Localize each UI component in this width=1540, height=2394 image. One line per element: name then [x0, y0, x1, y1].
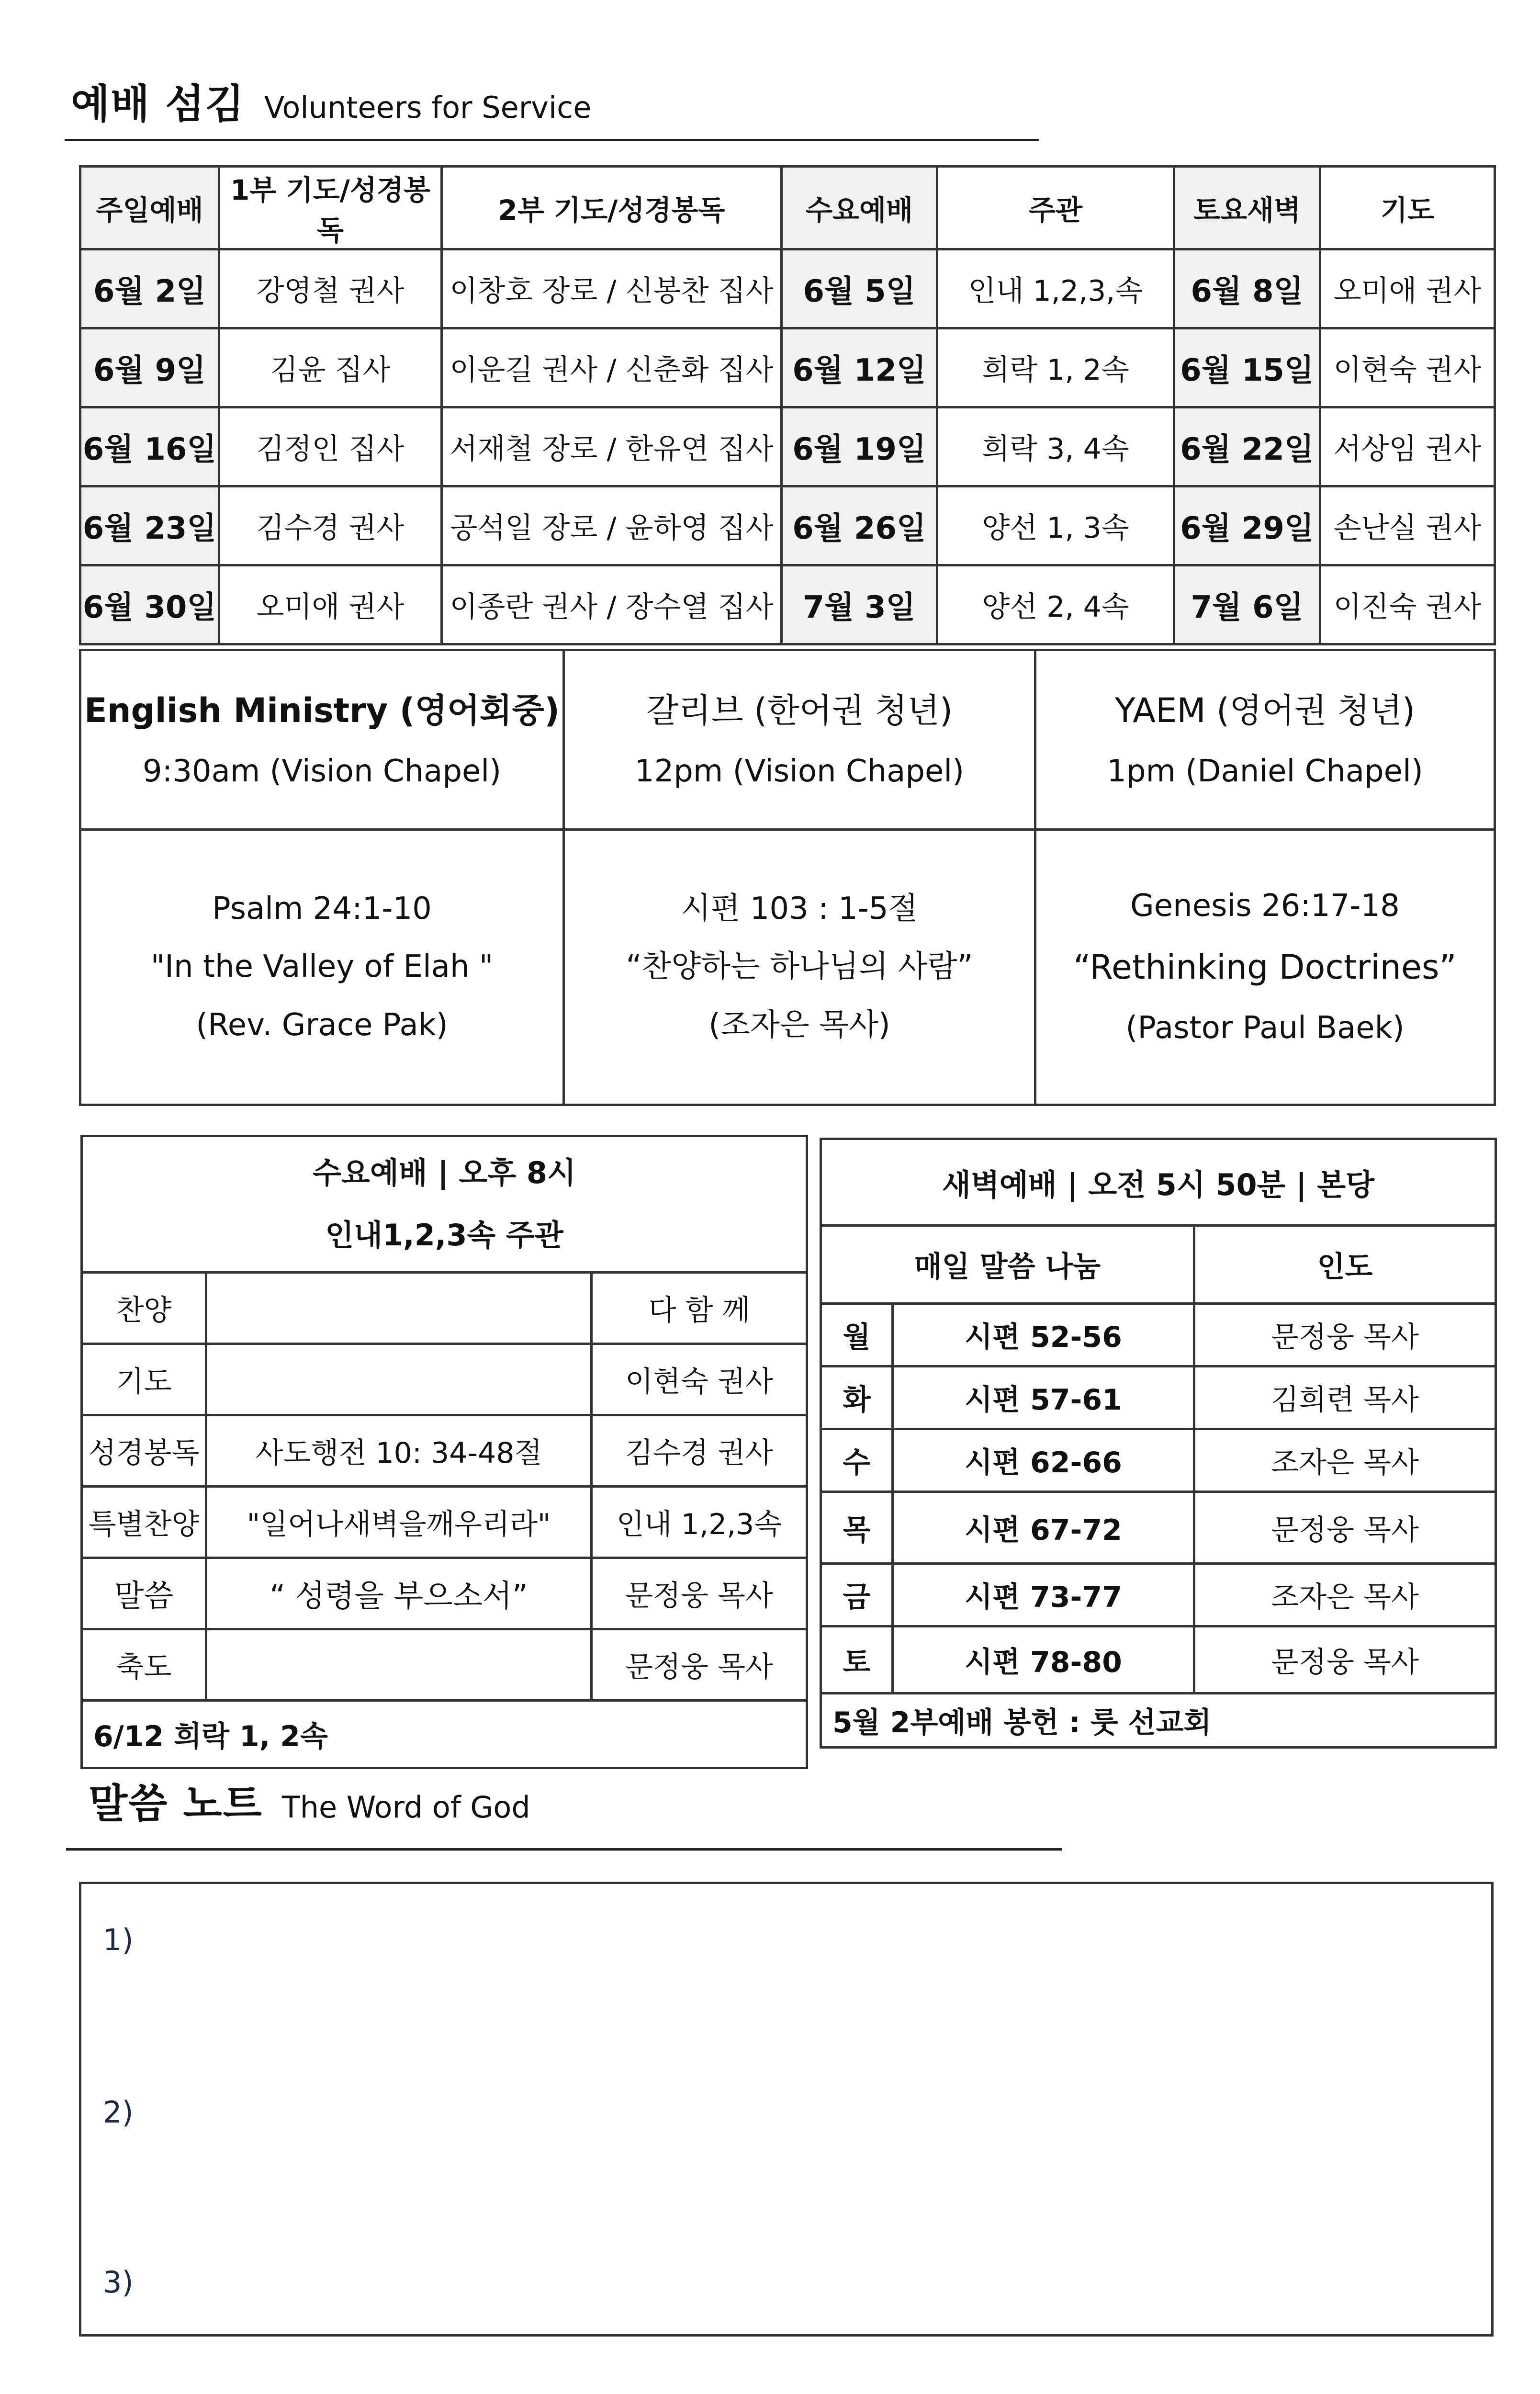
- wednesday-service-table: [80, 1135, 808, 1769]
- table-row: [821, 1366, 1496, 1429]
- wednesday-subtitle: 인내1,2,3속 주관: [325, 1218, 563, 1253]
- wednesday-date: 6월 5일: [782, 249, 937, 328]
- note-item-2: 2): [103, 2095, 134, 2130]
- header-host: 주관: [937, 167, 1174, 249]
- host-group: 인내 1,2,3,속: [937, 249, 1174, 328]
- dawn-leader: 문정웅 목사: [1194, 1492, 1496, 1564]
- order-label: 특별찬양: [82, 1487, 206, 1558]
- day-label: 월: [821, 1304, 893, 1366]
- notes-title-ko: 말씀 노트: [89, 1780, 263, 1827]
- volunteers-table: [79, 165, 1496, 645]
- second-service-volunteers: 이운길 권사 / 신춘화 집사: [442, 328, 782, 407]
- header-prayer: 기도: [1320, 167, 1495, 249]
- dawn-footer-row: [821, 1694, 1496, 1748]
- host-group: 양선 2, 4속: [937, 565, 1174, 644]
- dawn-leader: 문정웅 목사: [1194, 1304, 1496, 1366]
- table-row: [80, 249, 1495, 328]
- daily-reading: 시편 52-56: [893, 1304, 1194, 1366]
- sermon-title: "In the Valley of Elah ": [150, 949, 494, 985]
- sermon-title: “Rethinking Doctrines”: [1073, 947, 1457, 987]
- header-second-service: 2부 기도/성경봉독: [442, 167, 782, 249]
- header-first-service: 1부 기도/성경봉독: [219, 167, 442, 249]
- table-row: [80, 328, 1495, 407]
- second-service-volunteers: 이창호 장로 / 신봉찬 집사: [442, 249, 782, 328]
- wednesday-date: 7월 3일: [782, 565, 937, 644]
- dawn-col-reading: 매일 말씀 나눔: [821, 1226, 1194, 1304]
- dawn-footer: 5월 2부예배 봉헌 : 룻 선교회: [821, 1694, 1496, 1748]
- ministry-yaem-sermon: [1035, 830, 1495, 1105]
- order-person: 다 함 께: [592, 1273, 807, 1344]
- ministry-yaem: [1035, 650, 1495, 830]
- notes-heading: [89, 1772, 530, 1829]
- wednesday-date: 6월 19일: [782, 407, 937, 486]
- sermon-scripture: Psalm 24:1-10: [212, 891, 432, 926]
- order-content: "일어나새벽을깨우리라": [206, 1487, 592, 1558]
- dawn-leader: 문정웅 목사: [1194, 1626, 1496, 1694]
- order-content: [206, 1344, 592, 1415]
- table-row: [821, 1626, 1496, 1694]
- wednesday-date: 6월 26일: [782, 486, 937, 565]
- saturday-date: 6월 29일: [1174, 486, 1320, 565]
- table-row: [82, 1415, 807, 1487]
- ministry-galeeb: [564, 650, 1035, 830]
- volunteers-heading: [71, 72, 591, 130]
- daily-reading: 시편 78-80: [893, 1626, 1194, 1694]
- volunteers-heading-rule: [65, 139, 1039, 141]
- host-group: 양선 1, 3속: [937, 486, 1174, 565]
- table-row: [80, 407, 1495, 486]
- volunteers-header-row: [80, 167, 1495, 249]
- table-row: [80, 565, 1495, 644]
- second-service-volunteers: 서재철 장로 / 한유연 집사: [442, 407, 782, 486]
- order-person: 문정웅 목사: [592, 1629, 807, 1701]
- first-service-volunteer: 오미애 권사: [219, 565, 442, 644]
- sunday-date: 6월 16일: [80, 407, 219, 486]
- dawn-leader: 김희련 목사: [1194, 1366, 1496, 1429]
- table-row: [82, 1558, 807, 1629]
- sermon-speaker: (Pastor Paul Baek): [1125, 1010, 1405, 1046]
- wednesday-date: 6월 12일: [782, 328, 937, 407]
- order-label: 말씀: [82, 1558, 206, 1629]
- second-service-volunteers: 공석일 장로 / 윤하영 집사: [442, 486, 782, 565]
- prayer-volunteer: 이진숙 권사: [1320, 565, 1495, 644]
- volunteers-title-en: Volunteers for Service: [264, 90, 592, 125]
- order-person: 문정웅 목사: [592, 1558, 807, 1629]
- daily-reading: 시편 73-77: [893, 1564, 1194, 1626]
- table-row: [82, 1487, 807, 1558]
- second-service-volunteers: 이종란 권사 / 장수열 집사: [442, 565, 782, 644]
- notes-heading-rule: [66, 1848, 1062, 1851]
- notes-title-en: The Word of God: [281, 1790, 530, 1825]
- ministry-time: 12pm (Vision Chapel): [634, 753, 965, 789]
- prayer-volunteer: 서상임 권사: [1320, 407, 1495, 486]
- ministry-english-sermon: [80, 830, 564, 1105]
- order-person: 이현숙 권사: [592, 1344, 807, 1415]
- host-group: 희락 3, 4속: [937, 407, 1174, 486]
- sunday-date: 6월 23일: [80, 486, 219, 565]
- dawn-service-table: [820, 1138, 1497, 1749]
- order-label: 축도: [82, 1629, 206, 1701]
- wednesday-footer-row: [82, 1701, 807, 1768]
- order-label: 찬양: [82, 1273, 206, 1344]
- order-label: 기도: [82, 1344, 206, 1415]
- daily-reading: 시편 57-61: [893, 1366, 1194, 1429]
- first-service-volunteer: 강영철 권사: [219, 249, 442, 328]
- ministry-galeeb-sermon: [564, 830, 1035, 1105]
- ministries-sermon-row: [80, 830, 1495, 1105]
- prayer-volunteer: 이현숙 권사: [1320, 328, 1495, 407]
- prayer-volunteer: 손난실 권사: [1320, 486, 1495, 565]
- host-group: 희락 1, 2속: [937, 328, 1174, 407]
- header-wednesday-service: 수요예배: [782, 167, 937, 249]
- ministries-header-row: [80, 650, 1495, 830]
- order-person: 김수경 권사: [592, 1415, 807, 1487]
- sermon-speaker: (Rev. Grace Pak): [196, 1007, 448, 1043]
- first-service-volunteer: 김윤 집사: [219, 328, 442, 407]
- header-saturday-dawn: 토요새벽: [1174, 167, 1320, 249]
- order-content: [206, 1629, 592, 1701]
- dawn-title: 새벽예배 | 오전 5시 50분 | 본당: [821, 1139, 1496, 1226]
- ministry-english: [80, 650, 564, 830]
- dawn-leader: 조자은 목사: [1194, 1429, 1496, 1492]
- order-content: “ 성령을 부으소서”: [206, 1558, 592, 1629]
- table-row: [82, 1344, 807, 1415]
- saturday-date: 6월 8일: [1174, 249, 1320, 328]
- wednesday-title: 수요예배 | 오후 8시: [313, 1155, 576, 1190]
- ministry-name: 갈리브 (한어권 청년): [646, 690, 953, 730]
- table-row: [80, 486, 1495, 565]
- header-sunday-service: 주일예배: [80, 167, 219, 249]
- order-content: 사도행전 10: 34-48절: [206, 1415, 592, 1487]
- first-service-volunteer: 김정인 집사: [219, 407, 442, 486]
- day-label: 토: [821, 1626, 893, 1694]
- dawn-col-leader: 인도: [1194, 1226, 1496, 1304]
- order-label: 성경봉독: [82, 1415, 206, 1487]
- day-label: 수: [821, 1429, 893, 1492]
- note-item-3: 3): [103, 2265, 134, 2300]
- table-row: [82, 1629, 807, 1701]
- table-row: [821, 1564, 1496, 1626]
- daily-reading: 시편 62-66: [893, 1429, 1194, 1492]
- sunday-date: 6월 2일: [80, 249, 219, 328]
- saturday-date: 6월 15일: [1174, 328, 1320, 407]
- wednesday-footer: 6/12 희락 1, 2속: [82, 1701, 807, 1768]
- prayer-volunteer: 오미애 권사: [1320, 249, 1495, 328]
- day-label: 금: [821, 1564, 893, 1626]
- table-row: [821, 1492, 1496, 1564]
- ministries-table: [79, 649, 1496, 1106]
- table-row: [821, 1304, 1496, 1366]
- wednesday-header: [82, 1136, 807, 1273]
- ministry-name: English Ministry (영어회중): [84, 690, 560, 730]
- ministry-time: 1pm (Daniel Chapel): [1107, 753, 1423, 789]
- ministry-name: YAEM (영어권 청년): [1114, 690, 1416, 730]
- order-content: [206, 1273, 592, 1344]
- sunday-date: 6월 30일: [80, 565, 219, 644]
- sermon-scripture: Genesis 26:17-18: [1130, 888, 1400, 924]
- order-person: 인내 1,2,3속: [592, 1487, 807, 1558]
- first-service-volunteer: 김수경 권사: [219, 486, 442, 565]
- sermon-speaker: (조자은 목사): [708, 1007, 890, 1043]
- daily-reading: 시편 67-72: [893, 1492, 1194, 1564]
- wednesday-header-row: [82, 1136, 807, 1273]
- sermon-title: “찬양하는 하나님의 사람”: [626, 949, 973, 985]
- sermon-notes-box[interactable]: [79, 1882, 1494, 2337]
- day-label: 목: [821, 1492, 893, 1564]
- day-label: 화: [821, 1366, 893, 1429]
- dawn-column-row: [821, 1226, 1496, 1304]
- sunday-date: 6월 9일: [80, 328, 219, 407]
- saturday-date: 7월 6일: [1174, 565, 1320, 644]
- sermon-scripture: 시편 103 : 1-5절: [681, 891, 918, 926]
- table-row: [821, 1429, 1496, 1492]
- dawn-header-row: [821, 1139, 1496, 1226]
- ministry-time: 9:30am (Vision Chapel): [142, 753, 502, 789]
- volunteers-title-ko: 예배 섬김: [71, 80, 245, 127]
- saturday-date: 6월 22일: [1174, 407, 1320, 486]
- table-row: [82, 1273, 807, 1344]
- dawn-leader: 조자은 목사: [1194, 1564, 1496, 1626]
- note-item-1: 1): [103, 1922, 134, 1957]
